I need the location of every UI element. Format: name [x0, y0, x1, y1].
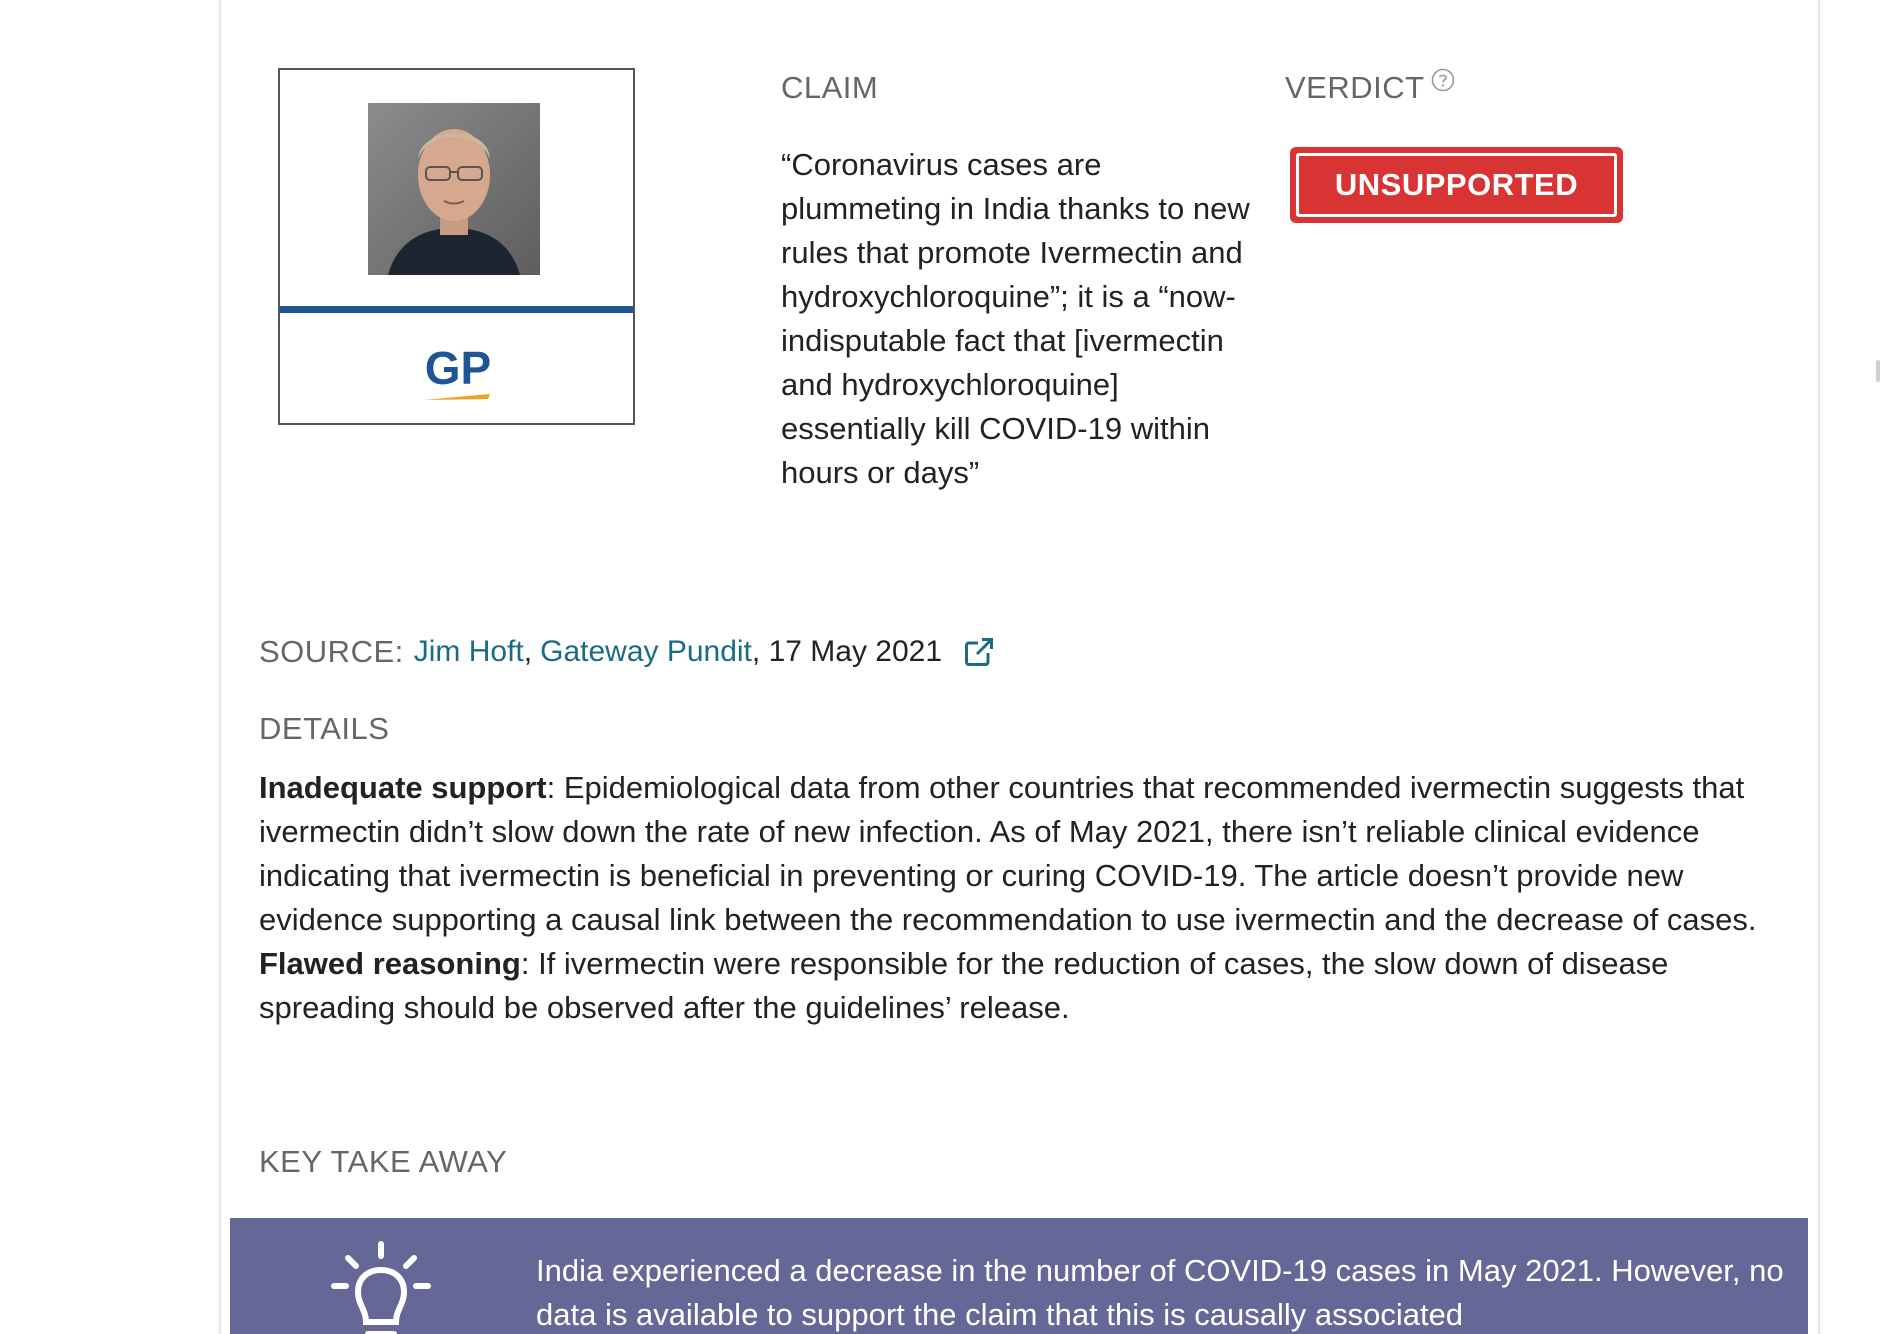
lightbulb-icon	[326, 1240, 436, 1334]
details-text: : If ivermectin were responsible for the reduction of cases, the slow down of disease spreading should be observed after the guidelines’ release.	[259, 946, 1669, 1025]
details-item	[259, 766, 1789, 942]
verdict-heading: VERDICT	[1285, 70, 1425, 105]
gateway-pundit-logo	[418, 338, 498, 408]
details-heading: DETAILS	[259, 711, 390, 746]
svg-text:GP: GP	[424, 342, 492, 394]
source-line	[259, 634, 994, 670]
source-publication-link[interactable]: Gateway Pundit	[540, 635, 752, 668]
source-author-link[interactable]: Jim Hoft	[413, 635, 524, 668]
scroll-edge-marker	[1876, 360, 1880, 382]
verdict-heading-row	[1285, 70, 1455, 106]
source-separator: ,	[523, 635, 533, 668]
details-body	[259, 766, 1789, 1030]
author-photo	[368, 103, 540, 275]
takeaway-text: India experienced a decrease in the number of COVID-19 cases in May 2021. However, no data is available to support the claim that this is causally associated	[536, 1253, 1784, 1332]
source-date: , 17 May 2021	[751, 635, 943, 668]
takeaway-box	[230, 1218, 1808, 1334]
details-text: : Epidemiological data from other countries that recommended ivermectin suggests that ivermectin didn’t slow down the rate of new infection. As of May 2021, there isn’t reliable clinical evidence indicating that ivermectin is beneficial in preventing or curing COVID-19. The article doesn’t provide new evidence supporting a causal link between the recommendation to use ivermectin and the decrease of cases.	[259, 770, 1757, 937]
source-logo-box	[278, 68, 635, 425]
verdict-badge	[1290, 147, 1623, 223]
external-link-icon[interactable]	[964, 637, 994, 667]
question-circle-icon[interactable]	[1431, 68, 1455, 92]
claim-heading: CLAIM	[781, 70, 879, 105]
verdict-label: UNSUPPORTED	[1334, 167, 1579, 202]
takeaway-heading: KEY TAKE AWAY	[259, 1144, 508, 1179]
details-item	[259, 942, 1789, 1030]
details-term: Inadequate support	[259, 770, 547, 805]
claim-text: “Coronavirus cases are plummeting in India thanks to new rules that promote Ivermectin and hydroxychloroquine”; it is a “now-indisputable fact that [ivermectin and hydroxychloroquine] essentially kill COVID-19 within hours or days”	[781, 147, 1250, 490]
details-term: Flawed reasoning	[259, 946, 521, 981]
logo-divider	[280, 306, 633, 313]
source-label: SOURCE:	[259, 634, 404, 669]
